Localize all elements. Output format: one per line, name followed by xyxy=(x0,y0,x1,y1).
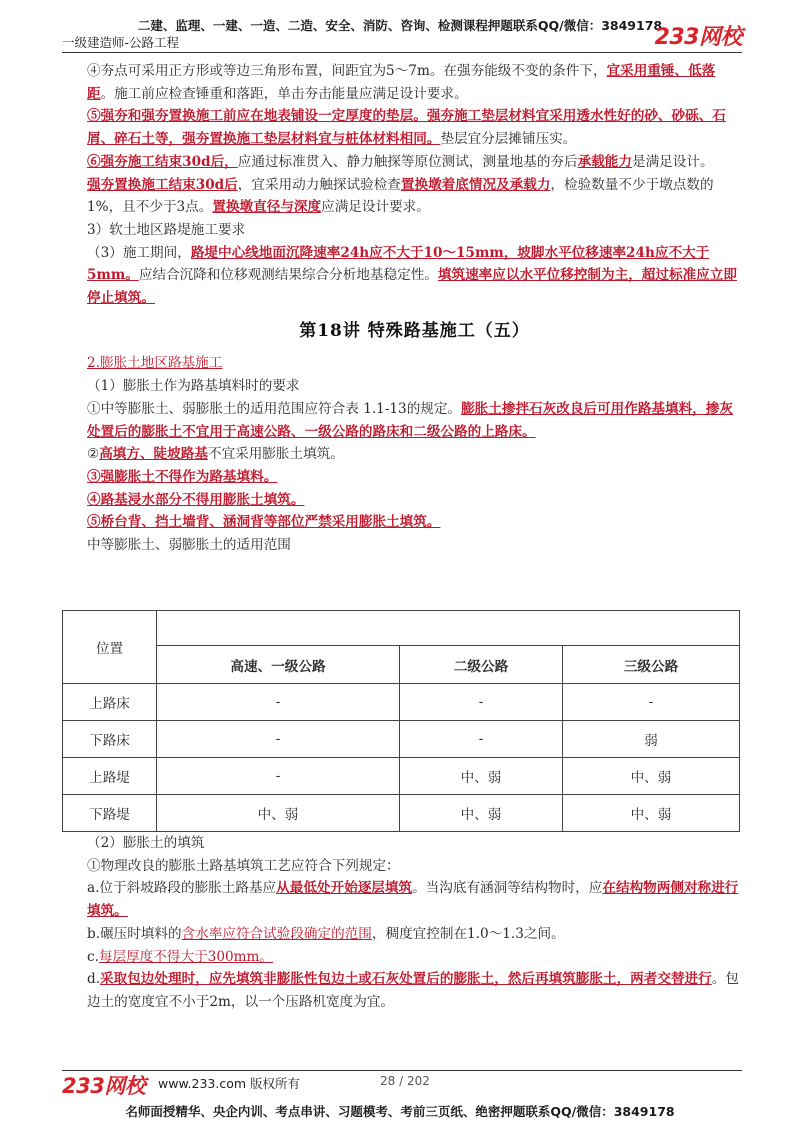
footer-copyright: www.233.com 版权所有 xyxy=(158,1076,300,1091)
paragraph-text: 应满足设计要求。 xyxy=(321,199,430,216)
paragraph-text: ①物理改良的膨胀土路基填筑工艺应符合下列规定： xyxy=(87,857,400,874)
highlighted-text: ⑤强夯和强夯置换施工前应在地表铺设一定厚度的垫层。强夯施工垫层材料宜采用透水性好的砂、砂砾、石屑、碎石土等，强夯置换施工垫层材料宜与桩体材料相同。 xyxy=(87,108,726,148)
paragraph-text: （3）施工期间， xyxy=(87,244,191,261)
paragraph xyxy=(87,877,742,922)
paragraph xyxy=(87,375,742,398)
table-row-label: 上路床 xyxy=(63,684,157,721)
paragraph-text: d. xyxy=(87,971,101,988)
paragraph-text: 不宜采用膨胀土填筑。 xyxy=(207,446,344,463)
paragraph-text: ② xyxy=(87,446,100,463)
footer-contact-line: 名师面授精华、央企内训、考点串讲、习题模考、考前三页纸、绝密押题联系QQ/微信：3849178 xyxy=(125,1104,675,1119)
paragraph xyxy=(87,466,742,489)
paragraph xyxy=(87,923,742,946)
paragraph-text: 。施工前应检查锤重和落距，单击夯击能量应满足设计要求。 xyxy=(100,85,468,102)
table-row xyxy=(63,795,740,832)
paragraph-text: 3）软土地区路堤施工要求 xyxy=(87,221,246,238)
paragraph xyxy=(87,151,742,174)
paragraph xyxy=(87,443,742,466)
paragraph-text: 。当沟底有涵洞等结构物时，应 xyxy=(412,880,603,897)
highlighted-text: 高填方、陡坡路基 xyxy=(99,446,208,463)
table-col-header: 高速、一级公路 xyxy=(157,646,400,684)
highlighted-text: 含水率应符合试验段确定的范围 xyxy=(181,925,372,942)
table-header-blank xyxy=(157,611,740,646)
table-row xyxy=(63,758,740,795)
page-number: 28 / 202 xyxy=(380,1074,430,1088)
table-row-label: 上路堤 xyxy=(63,758,157,795)
table-col-header: 二级公路 xyxy=(400,646,563,684)
highlighted-text: 采取包边处理时，应先填筑非膨胀性包边土或石灰处置后的膨胀土，然后再填筑膨胀土，两者交替进行 xyxy=(100,971,712,988)
footer-logo: 233网校 xyxy=(62,1074,146,1098)
paragraph-text: 应通过标准贯入、静力触探等原位测试，测量地基的夯后 xyxy=(237,153,578,170)
paragraphs-bottom xyxy=(87,832,742,1014)
table-row xyxy=(63,684,740,721)
paragraphs-top xyxy=(87,60,742,310)
table-cell: - xyxy=(400,721,563,758)
footer-divider xyxy=(62,1070,742,1071)
table-row-label: 下路床 xyxy=(63,721,157,758)
paragraph-text: 是满足设计。 xyxy=(631,153,714,170)
highlighted-text: 路堤中心线地面沉降速率24h应不大于10～15mm，坡脚水平位移速率24h应不大于5mm。 xyxy=(87,244,710,284)
table-cell: - xyxy=(157,721,400,758)
table-cell: - xyxy=(157,758,400,795)
paragraph-text: ，稠度宜控制在1.0～1.3之间。 xyxy=(371,925,565,942)
highlighted-text: ⑥强夯施工结束30d后， xyxy=(87,153,238,170)
paragraph xyxy=(87,174,742,219)
paragraph-text: 。包边土的宽度宜不小于2m，以一个压路机宽度为宜。 xyxy=(87,971,739,1010)
highlighted-text: 置换墩着底情况及承载力 xyxy=(400,176,551,193)
highlighted-text: 在结构物两侧对称进行填筑。 xyxy=(87,880,739,920)
table-cell: 中、弱 xyxy=(563,758,740,795)
paragraph xyxy=(87,968,742,1013)
brand-logo: 233网校 xyxy=(654,25,742,50)
paragraphs-mid xyxy=(87,375,742,557)
table-cell: - xyxy=(157,684,400,721)
page-content-top xyxy=(87,60,742,557)
table-cell: 中、弱 xyxy=(400,758,563,795)
table-cell: 中、弱 xyxy=(400,795,563,832)
paragraph xyxy=(87,219,742,242)
applicability-table xyxy=(62,610,740,832)
paragraph xyxy=(87,946,742,969)
table-cell: 中、弱 xyxy=(157,795,400,832)
paragraph-text: （2）膨胀土的填筑 xyxy=(87,835,205,851)
paragraph-text: b.碾压时填料的 xyxy=(87,925,182,942)
table-cell: 弱 xyxy=(563,721,740,758)
section-title: 2.膨胀土地区路基施工 xyxy=(87,355,223,372)
table-header-position: 位置 xyxy=(63,611,157,684)
highlighted-text: ④路基浸水部分不得用膨胀土填筑。 xyxy=(87,491,305,508)
paragraph xyxy=(87,534,742,557)
paragraph xyxy=(87,398,742,443)
paragraph xyxy=(87,511,742,534)
document-subtitle: 一级建造师-公路工程 xyxy=(62,35,180,50)
paragraph-text: （1）膨胀土作为路基填料时的要求 xyxy=(87,378,300,395)
highlighted-text: 填筑速率应以水平位移控制为主，超过标准应立即停止填筑。 xyxy=(87,267,737,307)
paragraph-text: a.位于斜坡路段的膨胀土路基应 xyxy=(87,880,277,897)
paragraph xyxy=(87,60,742,105)
header-divider xyxy=(62,52,742,53)
paragraph xyxy=(87,105,742,150)
table-cell: - xyxy=(400,684,563,721)
paragraph-text: ，检验数量不少于墩点数的1%，且不少于3点。 xyxy=(87,176,714,216)
paragraph-text: c. xyxy=(87,948,99,965)
highlighted-text: 膨胀土掺拌石灰改良后可用作路基填料，掺灰处置后的膨胀土不宜用于高速公路、一级公路的路床和二级公路的上路床。 xyxy=(87,400,733,440)
highlighted-text: ③强膨胀土不得作为路基填料。 xyxy=(87,468,278,485)
table-cell: - xyxy=(563,684,740,721)
highlighted-text: 置换墩直径与深度 xyxy=(212,199,322,216)
highlighted-text: 强夯置换施工结束30d后 xyxy=(87,176,238,193)
paragraph-text: ④夯点可采用正方形或等边三角形布置，间距宜为5～7m。在强夯能级不变的条件下， xyxy=(87,63,607,79)
paragraph xyxy=(87,242,742,310)
highlighted-text: 每层厚度不得大于300mm。 xyxy=(98,948,274,965)
lecture-title: 第18讲 特殊路基施工（五） xyxy=(299,320,530,341)
paragraph xyxy=(87,832,742,855)
page-content-bottom xyxy=(87,832,742,1014)
paragraph xyxy=(87,489,742,512)
table-row xyxy=(63,721,740,758)
paragraph-text: 中等膨胀土、弱膨胀土的适用范围 xyxy=(87,537,291,554)
highlighted-text: 承载能力 xyxy=(577,153,632,170)
paragraph xyxy=(87,855,742,878)
highlighted-text: 从最低处开始逐层填筑 xyxy=(276,880,413,897)
table-cell: 中、弱 xyxy=(563,795,740,832)
paragraph-text: 应结合沉降和位移观测结果综合分析地基稳定性。 xyxy=(138,267,438,284)
highlighted-text: ⑤桥台背、挡土墙背、涵洞背等部位严禁采用膨胀土填筑。 xyxy=(87,514,441,531)
paragraph-text: ①中等膨胀土、弱膨胀土的适用范围应符合表 1.1-13的规定。 xyxy=(87,400,462,417)
paragraph-text: ，宜采用动力触探试验检查 xyxy=(237,176,401,193)
paragraph-text: 垫层宜分层摊铺压实。 xyxy=(440,131,577,148)
header-contact-line: 二建、监理、一建、一造、二造、安全、消防、咨询、检测课程押题联系QQ/微信：3849178 xyxy=(137,18,663,33)
highlighted-text: 宜采用重锤、低落距 xyxy=(87,63,716,102)
table-col-header: 三级公路 xyxy=(563,646,740,684)
table-row-label: 下路堤 xyxy=(63,795,157,832)
